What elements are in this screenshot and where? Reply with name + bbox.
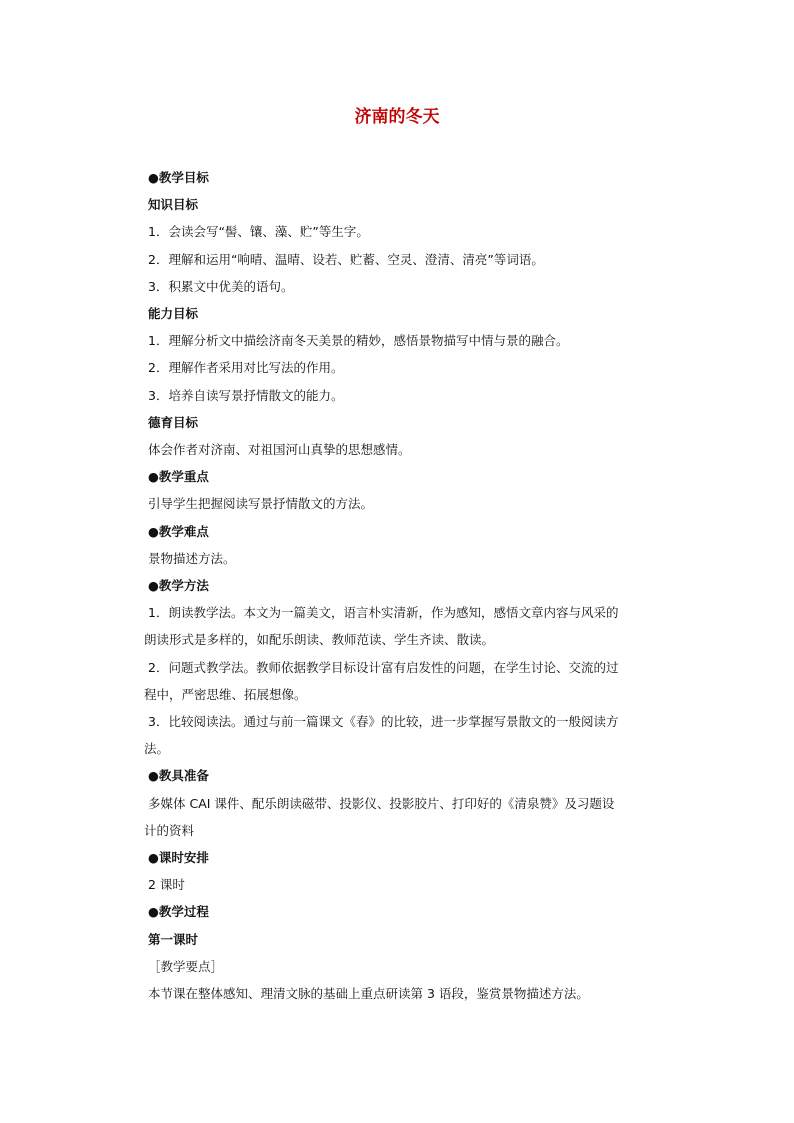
section-heading-difficulties: ●教学难点 (148, 523, 209, 539)
schedule-text: 2 课时 (148, 877, 185, 893)
knowledge-item-3: 3．积累文中优美的语句。 (148, 278, 294, 294)
method-1-line-2: 朗读形式是多样的，如配乐朗读、教师范读、学生齐读、散读。 (144, 632, 495, 648)
section-heading-process: ●教学过程 (148, 904, 209, 920)
tools-line-1: 多媒体 CAI 课件、配乐朗读磁带、投影仪、投影胶片、打印好的《清泉赞》及习题设 (148, 795, 615, 811)
section-heading-methods: ●教学方法 (148, 578, 209, 594)
document-body (144, 164, 678, 1007)
method-3-line-1: 3．比较阅读法。通过与前一篇课文《春》的比较，进一步掌握写景散文的一般阅读方 (148, 714, 619, 730)
moral-text: 体会作者对济南、对祖国河山真挚的思想感情。 (148, 442, 411, 458)
ability-item-1: 1．理解分析文中描绘济南冬天美景的精妙，感悟景物描写中情与景的融合。 (148, 333, 569, 349)
ability-item-3: 3．培养自读写景抒情散文的能力。 (148, 387, 344, 403)
knowledge-item-2: 2．理解和运用“响晴、温晴、设若、贮蓄、空灵、澄清、清亮”等词语。 (148, 251, 544, 267)
method-2-line-2: 程中，严密思维、拓展想像。 (144, 686, 307, 702)
section-heading-key-points: ●教学重点 (148, 469, 209, 485)
subheading-knowledge: 知识目标 (148, 197, 199, 213)
ability-item-2: 2．理解作者采用对比写法的作用。 (148, 360, 344, 376)
tools-line-2: 计的资料 (144, 822, 195, 838)
section-heading-goals: ●教学目标 (148, 170, 209, 185)
method-3-line-2: 法。 (144, 741, 170, 757)
method-1-line-1: 1．朗读教学法。本文为一篇美文，语言朴实清新，作为感知，感悟文章内容与风采的 (148, 605, 619, 621)
lesson-heading: 第一课时 (148, 931, 199, 947)
lesson-bracket-label: ［教学要点］ (148, 958, 224, 974)
lesson-text: 本节课在整体感知、理清文脉的基础上重点研读第 3 语段，鉴赏景物描述方法。 (148, 986, 589, 1002)
subheading-ability: 能力目标 (148, 306, 199, 322)
knowledge-item-1: 1．会读会写“髻、镶、藻、贮”等生字。 (148, 224, 369, 240)
section-heading-schedule: ●课时安排 (148, 850, 209, 866)
section-heading-tools: ●教具准备 (148, 768, 209, 784)
document-title: 济南的冬天 (354, 107, 440, 127)
key-points-text: 引导学生把握阅读写景抒情散文的方法。 (148, 496, 374, 512)
subheading-moral: 德育目标 (148, 414, 199, 430)
method-2-line-1: 2．问题式教学法。教师依据教学目标设计富有启发性的问题，在学生讨论、交流的过 (148, 659, 619, 675)
difficulties-text: 景物描述方法。 (148, 550, 236, 566)
